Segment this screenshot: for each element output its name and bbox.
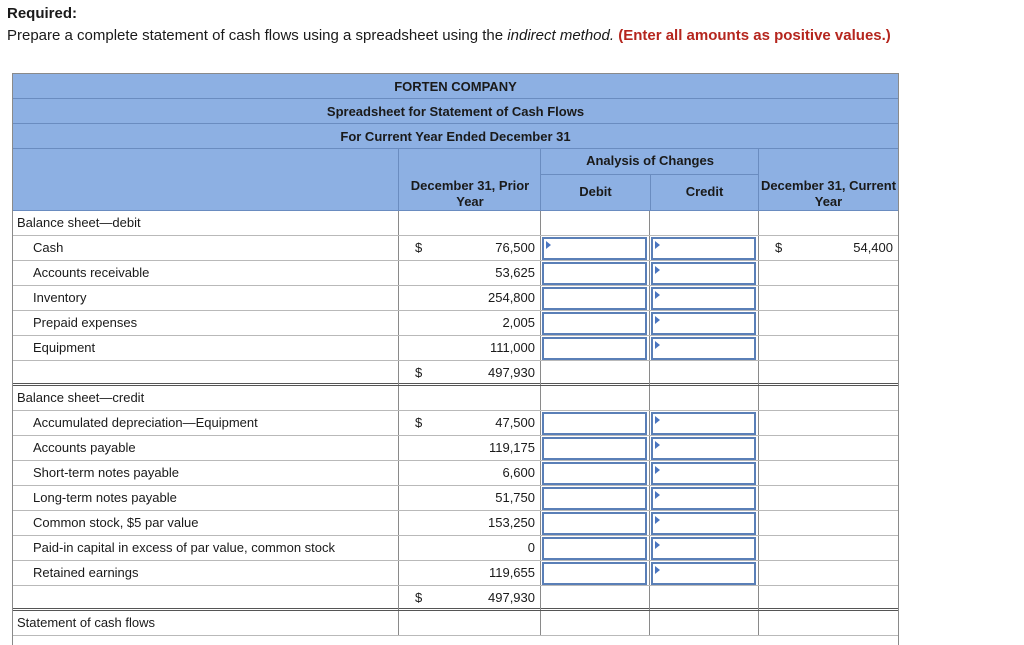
row-label: Retained earnings: [13, 561, 399, 585]
analysis-label: Analysis of Changes: [586, 153, 714, 168]
prior-amount: 51,750: [495, 490, 535, 505]
cell-marker-icon: [655, 316, 660, 324]
table-row: [13, 436, 898, 461]
prior-amount: 76,500: [495, 240, 535, 255]
debit-input[interactable]: [542, 562, 647, 585]
table-row: [13, 486, 898, 511]
company-name: FORTEN COMPANY: [13, 74, 898, 99]
cell-marker-icon: [655, 541, 660, 549]
table-row: [13, 286, 898, 311]
row-label: Equipment: [13, 336, 399, 360]
table-row: [13, 461, 898, 486]
current-year-label: December 31, Current Year: [760, 178, 897, 209]
total-label: [13, 586, 399, 610]
debit-input[interactable]: [542, 412, 647, 435]
prior-amount: 254,800: [488, 290, 535, 305]
debit-input[interactable]: [542, 262, 647, 285]
section-row-debit: [13, 211, 898, 236]
table-row: [13, 236, 898, 261]
instructions-note: (Enter all amounts as positive values.): [618, 27, 891, 44]
prior-amount: 111,000: [489, 340, 535, 355]
label-column-header: [13, 149, 399, 211]
total-row-credit: [13, 586, 898, 611]
debit-input[interactable]: [542, 487, 647, 510]
cell-marker-icon: [655, 466, 660, 474]
prior-amount: 119,655: [488, 565, 535, 580]
prior-amount: 0: [527, 540, 535, 555]
debit-label: Debit: [579, 184, 612, 199]
debit-input[interactable]: [542, 437, 647, 460]
section-label-debit: Balance sheet—debit: [13, 211, 399, 235]
prior-amount: 2,005: [502, 315, 535, 330]
prior-amount: 153,250: [488, 515, 535, 530]
prior-amount: 119,175: [488, 440, 535, 455]
cell-marker-icon: [655, 266, 660, 274]
table-row: [13, 261, 898, 286]
row-label: Inventory: [13, 286, 399, 310]
prior-amount: 6,600: [502, 465, 535, 480]
credit-input[interactable]: [651, 337, 756, 360]
prior-year-header: [399, 149, 541, 211]
table-row: [13, 536, 898, 561]
cell-marker-icon: [655, 566, 660, 574]
required-heading: Required:: [7, 5, 78, 22]
prior-amount: 47,500: [495, 415, 535, 430]
total-row-debit: [13, 361, 898, 386]
credit-input[interactable]: [651, 262, 756, 285]
row-label: Cash: [13, 236, 399, 260]
credit-input[interactable]: [651, 312, 756, 335]
row-label: Accumulated depreciation—Equipment: [13, 411, 399, 435]
credit-input[interactable]: [651, 537, 756, 560]
credit-input[interactable]: [651, 487, 756, 510]
period-title: For Current Year Ended December 31: [13, 124, 898, 149]
current-amount: 54,400: [853, 240, 893, 255]
debit-input[interactable]: [542, 462, 647, 485]
credit-input[interactable]: [651, 562, 756, 585]
dollar-sign: $: [415, 415, 423, 430]
current-year-header: [759, 149, 898, 211]
debit-input[interactable]: [542, 287, 647, 310]
spreadsheet-title: Spreadsheet for Statement of Cash Flows: [13, 99, 898, 124]
table-row: [13, 411, 898, 436]
dollar-sign: $: [415, 240, 423, 255]
debit-input[interactable]: [542, 537, 647, 560]
table-row: [13, 311, 898, 336]
table-row: [13, 511, 898, 536]
prior-amount: 53,625: [495, 265, 535, 280]
total-amount: 497,930: [488, 590, 535, 605]
debit-input[interactable]: [542, 337, 647, 360]
table-row: [13, 336, 898, 361]
cell-marker-icon: [546, 241, 551, 249]
dollar-sign: $: [775, 240, 783, 255]
debit-input[interactable]: [542, 312, 647, 335]
credit-input[interactable]: [651, 462, 756, 485]
row-label: Paid-in capital in excess of par value, common stock: [13, 536, 399, 560]
credit-input[interactable]: [651, 237, 756, 260]
cell-marker-icon: [655, 291, 660, 299]
cell-marker-icon: [655, 416, 660, 424]
required-instructions: [7, 27, 891, 44]
table-row: [13, 561, 898, 586]
credit-input[interactable]: [651, 512, 756, 535]
cell-marker-icon: [655, 341, 660, 349]
dollar-sign: $: [415, 590, 423, 605]
row-label: Prepaid expenses: [13, 311, 399, 335]
total-amount: 497,930: [488, 365, 535, 380]
cell-marker-icon: [655, 441, 660, 449]
debit-input[interactable]: [542, 512, 647, 535]
cell-marker-icon: [655, 491, 660, 499]
method-text: indirect method.: [507, 27, 615, 44]
credit-input[interactable]: [651, 287, 756, 310]
credit-label: Credit: [685, 184, 724, 199]
cell-marker-icon: [655, 241, 660, 249]
row-label: Accounts receivable: [13, 261, 399, 285]
total-label: [13, 361, 399, 385]
credit-input[interactable]: [651, 437, 756, 460]
section-label-credit: Balance sheet—credit: [13, 386, 399, 410]
row-label: Common stock, $5 par value: [13, 511, 399, 535]
row-label: Long-term notes payable: [13, 486, 399, 510]
credit-input[interactable]: [651, 412, 756, 435]
debit-credit-divider: [650, 174, 651, 211]
dollar-sign: $: [415, 365, 423, 380]
section-row-cashflows: [13, 611, 898, 636]
row-label: Accounts payable: [13, 436, 399, 460]
row-label: Short-term notes payable: [13, 461, 399, 485]
instructions-text: Prepare a complete statement of cash flows using a spreadsheet using the: [7, 27, 508, 44]
cash-flow-spreadsheet: [12, 73, 899, 645]
cell-marker-icon: [655, 516, 660, 524]
debit-input[interactable]: [542, 237, 647, 260]
prior-year-label: December 31, Prior Year: [410, 178, 530, 209]
section-label-cashflows: Statement of cash flows: [13, 611, 399, 635]
section-row-credit: [13, 386, 898, 411]
